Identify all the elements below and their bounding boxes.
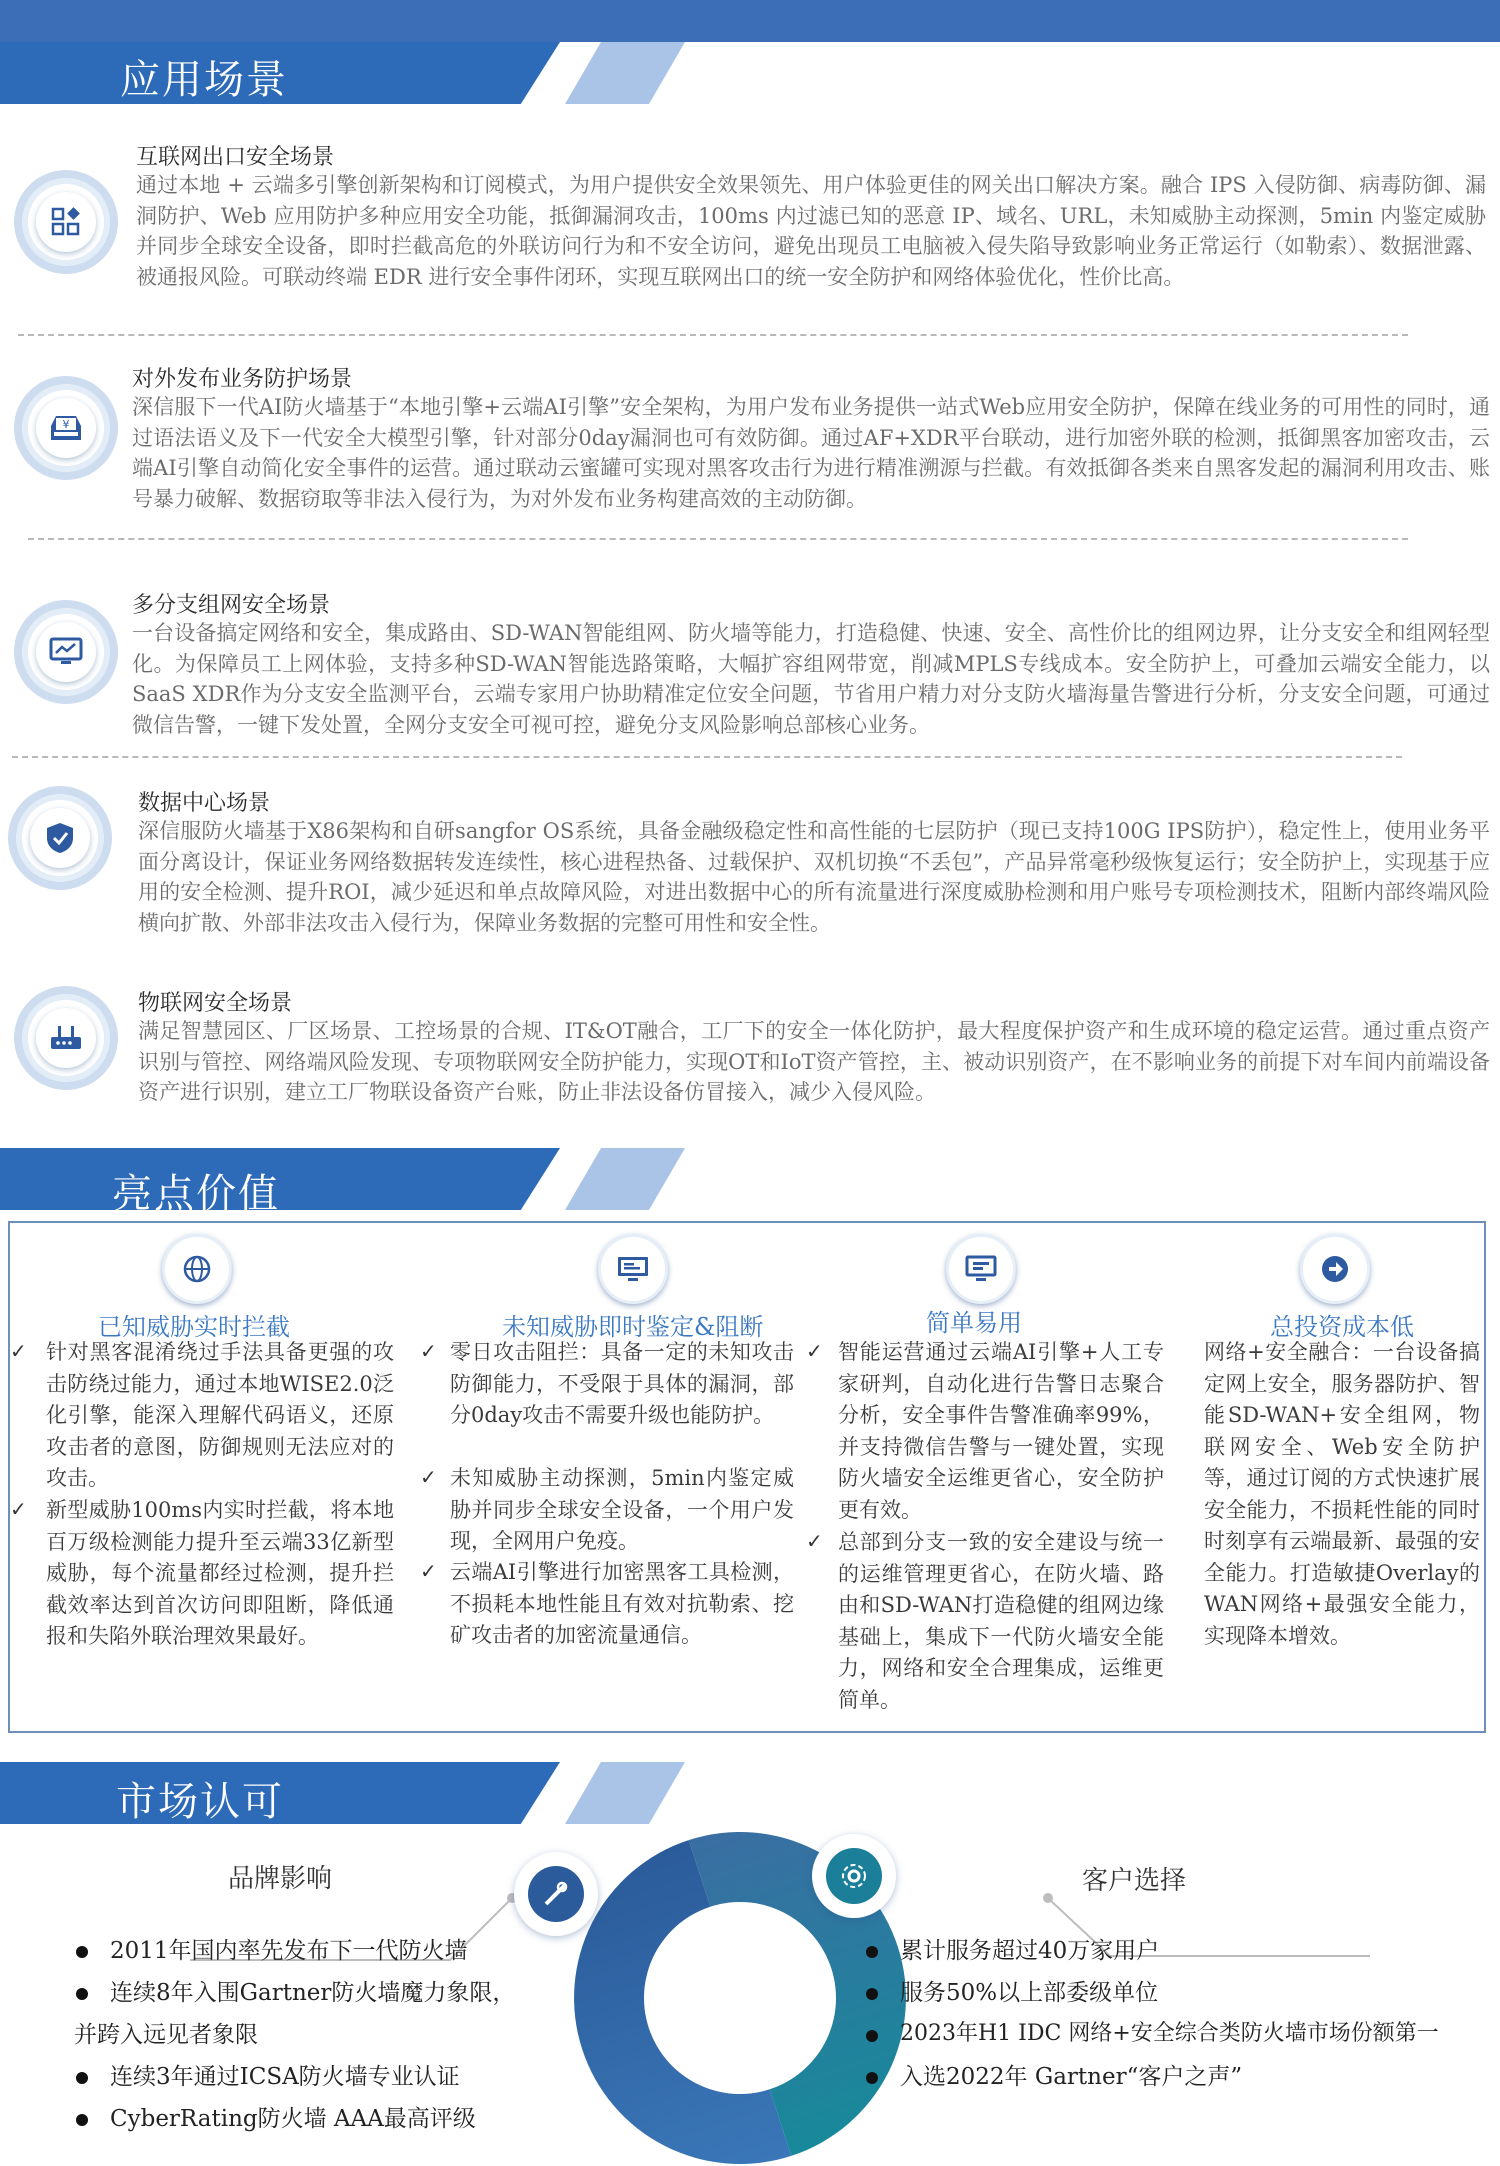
scenario-icon-ring [14, 376, 118, 480]
scenario-icon-ring [14, 600, 118, 704]
scenario-title: 数据中心场景 [138, 791, 271, 816]
bullet [76, 1946, 88, 1958]
section-title: 亮点价值 [112, 1171, 280, 1217]
shield-check-icon [30, 808, 90, 868]
top-bar [0, 0, 1500, 42]
check-icon: ✓ [806, 1529, 823, 1553]
value-item: 总部到分支一致的安全建设与统一的运维管理更省心，在防火墙、路由和SD-WAN打造稳健的组网边缘基础上，集成下一代防火墙安全能力，网络和安全合理集成，运维更简单。 [838, 1530, 1164, 1712]
brand-title: 品牌影响 [228, 1864, 333, 1894]
scenario-icon-ring [14, 170, 118, 274]
scenario-icon-ring [14, 986, 118, 1090]
scenario-desc: 深信服防火墙基于X86架构和自研sangfor OS系统，具备金融级稳定性和高性能的七层防护（现已支持100G IPS防护），稳定性上，使用业务平面分离设计，保证业务网络数据转发连续性，核心进程热备、过载保护、双机切换“不丢包”，产品异常毫秒级恢复运行；安全防护上，实现基于应用的安全检测、提升ROI，减少延迟和单点故障风险，对进出数据中心的所有流量进行深度威胁检测和用户账号专项检测技术，阻断内部终端风险横向扩散、外部非法攻击入侵行为，保障业务数据的完整可用性和安全性。 [138, 819, 1490, 935]
bullet [866, 2072, 878, 2084]
divider [28, 538, 1408, 540]
apps-grid-icon [36, 192, 96, 252]
tools-icon [514, 1852, 598, 1936]
section-title: 市场认可 [116, 1779, 284, 1825]
gear-cycle-icon [812, 1834, 896, 1918]
section-header-scenarios [0, 42, 700, 104]
value-item: 智能运营通过云端AI引擎+人工专家研判，自动化进行告警日志聚合分析，安全事件告警准确率99%，并支持微信告警与一键处置，实现防火墙安全运维更省心，安全防护更有效。 [838, 1340, 1164, 1522]
bullet [76, 1988, 88, 2000]
scenario-icon-ring [8, 786, 112, 890]
scenario-title: 互联网出口安全场景 [136, 145, 335, 170]
value-item: 针对黑客混淆绕过手法具备更强的攻击防绕过能力，通过本地WISE2.0泛化引擎，能深入理解代码语义，还原攻击者的意图，防御规则无法应对的攻击。 [46, 1340, 394, 1490]
brand-item: 并跨入远见者象限 [74, 2022, 258, 2048]
customer-item: 入选2022年 Gartner“客户之声” [900, 2064, 1243, 2090]
brand-item: 2011年国内率先发布下一代防火墙 [110, 1938, 468, 1964]
bullet [866, 1988, 878, 2000]
check-icon: ✓ [10, 1339, 27, 1363]
divider [18, 334, 1408, 336]
check-icon: ✓ [10, 1497, 27, 1521]
value-item: 零日攻击阻拦：具备一定的未知攻击防御能力，不受限于具体的漏洞，部分0day攻击不需要升级也能防护。 [450, 1340, 794, 1427]
monitor-icon [598, 1234, 668, 1304]
bullet [76, 2072, 88, 2084]
value-title: 未知威胁即时鉴定&阻断 [502, 1313, 764, 1341]
values-box [8, 1221, 1486, 1733]
bullet [76, 2114, 88, 2126]
bullet [866, 2030, 878, 2042]
customer-title: 客户选择 [1082, 1866, 1187, 1896]
check-icon: ✓ [420, 1339, 437, 1363]
scenario-desc: 一台设备搞定网络和安全，集成路由、SD-WAN智能组网、防火墙等能力，打造稳健、快速、安全、高性价比的组网边界，让分支安全和组网轻型化。为保障员工上网体验，支持多种SD-WAN智能选路策略，大幅扩容组网带宽，削减MPLS专线成本。安全防护上，可叠加云端安全能力，以SaaS XDR作为分支安全监测平台，云端专家用户协助精准定位安全问题，节省用户精力对分支防火墙海量告警进行分析，分支安全问题，可通过微信告警，一键下发处置，全网分支安全可视可控，避免分支风险影响总部核心业务。 [132, 621, 1490, 737]
screen-icon [946, 1234, 1016, 1304]
section-title: 应用场景 [120, 57, 288, 103]
scenario-desc: 通过本地 + 云端多引擎创新架构和订阅模式，为用户提供安全效果领先、用户体验更佳的网关出口解决方案。融合 IPS 入侵防御、病毒防御、漏洞防护、Web 应用防护多种应用安全功能，抵御漏洞攻击，100ms 内过滤已知的恶意 IP、域名、URL，未知威胁主动探测，5min 内鉴定威胁并同步全球安全设备，即时拦截高危的外联访问行为和不安全访问，避免出现员工电脑被入侵失陷导致影响业务正常运行（如勒索）、数据泄露、被通报风险。可联动终端 EDR 进行安全事件闭环，实现互联网出口的统一安全防护和网络体验优化，性价比高。 [136, 173, 1486, 289]
svg-text:¥: ¥ [62, 418, 70, 431]
check-icon: ✓ [420, 1559, 437, 1583]
scenario-title: 多分支组网安全场景 [132, 593, 331, 618]
scenario-desc: 满足智慧园区、厂区场景、工控场景的合规、IT&OT融合，工厂下的安全一体化防护，最大程度保护资产和生成环境的稳定运营。通过重点资产识别与管控、网络端风险发现、专项物联网安全防护能力，实现OT和IoT资产管控，主、被动识别资产，在不影响业务的前提下对车间内前端设备资产进行识别，建立工厂物联设备资产台账，防止非法设备仿冒接入，减少入侵风险。 [138, 1019, 1490, 1104]
scenario-title: 对外发布业务防护场景 [132, 367, 353, 392]
brand-item: CyberRating防火墙 AAA最高评级 [110, 2106, 476, 2132]
scenario-desc: 深信服下一代AI防火墙基于“本地引擎+云端AI引擎”安全架构，为用户发布业务提供一站式Web应用安全防护，保障在线业务的可用性的同时，通过语法语义及下一代安全大模型引擎，针对部分0day漏洞也可有效防御。通过AF+XDR平台联动，进行加密外联的检测，抵御黑客加密攻击，云端AI引擎自动简化安全事件的运营。通过联动云蜜罐可实现对黑客攻击行为进行精准溯源与拦截。有效抵御各类来自黑客发起的漏洞利用攻击、账号暴力破解、数据窃取等非法入侵行为，为对外发布业务构建高效的主动防御。 [132, 395, 1490, 511]
customer-item: 2023年H1 IDC 网络+安全综合类防火墙市场份额第一 [900, 2021, 1439, 2046]
yen-box-icon [36, 398, 96, 458]
check-icon: ✓ [806, 1339, 823, 1363]
section-header-market [0, 1762, 700, 1824]
monitor-chart-icon [36, 622, 96, 682]
check-icon: ✓ [420, 1465, 437, 1489]
bullet [866, 1946, 878, 1958]
section-header-values [0, 1148, 700, 1217]
globe-icon [162, 1234, 232, 1304]
value-item: 未知威胁主动探测，5min内鉴定威胁并同步全球安全设备，一个用户发现，全网用户免疫。 [450, 1466, 794, 1553]
value-item: 云端AI引擎进行加密黑客工具检测，不损耗本地性能且有效对抗勒索、挖矿攻击者的加密流量通信。 [450, 1560, 794, 1647]
value-item: 新型威胁100ms内实时拦截，将本地百万级检测能力提升至云端33亿新型威胁，每个流量都经过检测，提升拦截效率达到首次访问即阻断，降低通报和失陷外联治理效果最好。 [46, 1498, 394, 1648]
router-icon [36, 1008, 96, 1068]
customer-item: 服务50%以上部委级单位 [900, 1980, 1159, 2006]
brand-item: 连续3年通过ICSA防火墙专业认证 [110, 2064, 460, 2090]
scenario-title: 物联网安全场景 [138, 991, 293, 1016]
value-title: 总投资成本低 [1270, 1313, 1414, 1341]
customer-item: 累计服务超过40万家用户 [900, 1938, 1160, 1964]
arrow-circle-icon [1300, 1234, 1370, 1304]
value-item: 网络+安全融合：一台设备搞定网上安全，服务器防护、智能SD-WAN+安全组网，物联网安全、Web安全防护等，通过订阅的方式快速扩展安全能力，不损耗性能的同时时刻享有云端最新、最强的安全能力。打造敏捷Overlay的WAN网络+最强安全能力，实现降本增效。 [1204, 1340, 1480, 1648]
value-title: 已知威胁实时拦截 [98, 1313, 290, 1341]
value-title: 简单易用 [926, 1309, 1022, 1337]
brand-item: 连续8年入围Gartner防火墙魔力象限， [110, 1980, 516, 2006]
divider [12, 756, 1402, 758]
